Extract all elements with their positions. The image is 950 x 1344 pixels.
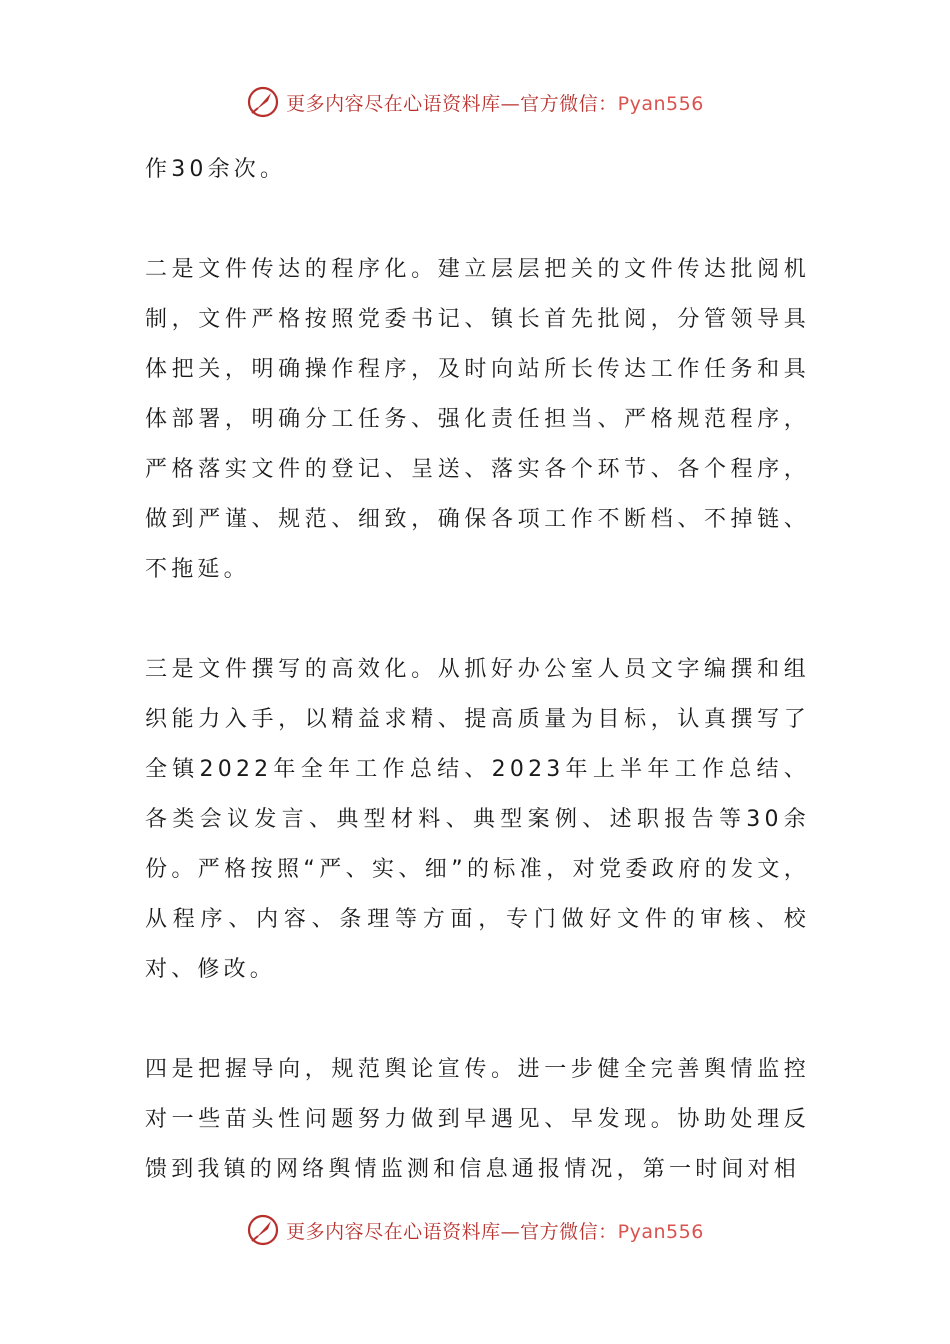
watermark-id: Pyan556 (617, 1220, 704, 1243)
watermark-text: 更多内容尽在心语资料库—官方微信：Pyan556 (286, 92, 704, 115)
paragraph-2: 二是文件传达的程序化。建立层层把关的文件传达批阅机制，文件严格按照党委书记、镇长首先批阅，分管领导具体把关，明确操作程序，及时向站所长传达工作任务和具体部署，明确分工任务、强化责任担当、严格规范程序，严格落实文件的登记、呈送、落实各个环节、各个程序，做到严谨、规范、细致，确保各项工作不断档、不掉链、不拖延。 (145, 257, 810, 582)
watermark-header (0, 82, 950, 122)
watermark-text: 更多内容尽在心语资料库—官方微信：Pyan556 (286, 1220, 704, 1243)
watermark-id: Pyan556 (617, 92, 704, 115)
document-body (145, 145, 810, 1245)
paragraph-4: 四是把握导向，规范舆论宣传。进一步健全完善舆情监控对一些苗头性问题努力做到早遇见、早发现。协助处理反馈到我镇的网络舆情监测和信息通报情况，第一时间对相 (145, 1057, 810, 1182)
quill-pen-circle-icon (246, 85, 280, 119)
paragraph-3: 三是文件撰写的高效化。从抓好办公室人员文字编撰和组织能力入手，以精益求精、提高质量为目标，认真撰写了全镇2022年全年工作总结、2023年上半年工作总结、各类会议发言、典型材料、典型案例、述职报告等30余份。严格按照“严、实、细”的标准，对党委政府的发文，从程序、内容、条理等方面，专门做好文件的审核、校对、修改。 (145, 657, 810, 982)
quill-pen-circle-icon (246, 1213, 280, 1247)
paragraph-1: 作30余次。 (145, 157, 287, 182)
watermark-footer (0, 1210, 950, 1250)
